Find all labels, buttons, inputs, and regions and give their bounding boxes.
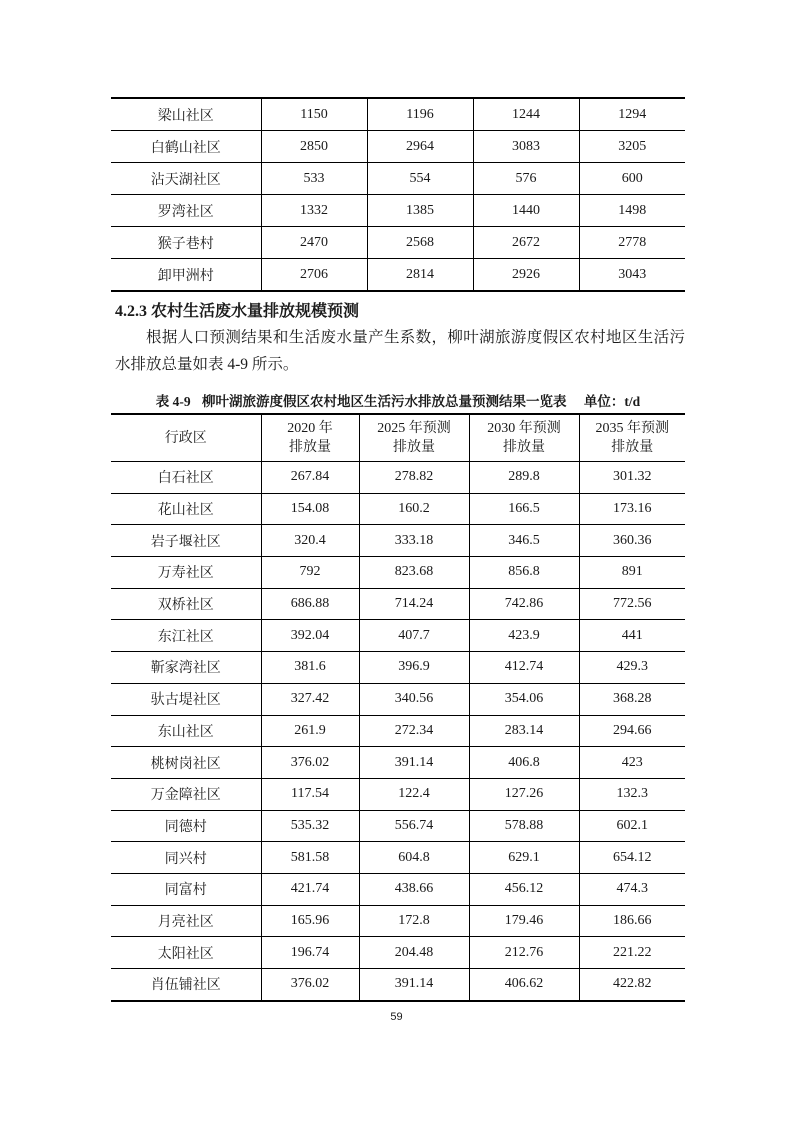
table-row <box>111 462 685 494</box>
value-cell: 474.3 <box>579 873 685 905</box>
section-heading <box>115 298 359 321</box>
value-cell: 278.82 <box>359 462 469 494</box>
value-cell: 294.66 <box>579 715 685 747</box>
value-cell: 186.66 <box>579 905 685 937</box>
district-cell: 岩子堰社区 <box>111 525 261 557</box>
value-cell: 654.12 <box>579 842 685 874</box>
value-cell: 360.36 <box>579 525 685 557</box>
value-cell: 856.8 <box>469 557 579 589</box>
district-cell: 东江社区 <box>111 620 261 652</box>
table-row <box>111 163 685 195</box>
value-cell: 1294 <box>579 98 685 131</box>
column-header <box>359 414 469 462</box>
value-cell: 122.4 <box>359 778 469 810</box>
table-row <box>111 259 685 292</box>
value-cell: 535.32 <box>261 810 359 842</box>
value-cell: 132.3 <box>579 778 685 810</box>
value-cell: 376.02 <box>261 747 359 779</box>
value-cell: 456.12 <box>469 873 579 905</box>
section-number: 4.2.3 <box>115 303 147 320</box>
value-cell: 772.56 <box>579 588 685 620</box>
page-number: 59 <box>390 1011 403 1023</box>
value-cell: 2568 <box>367 227 473 259</box>
wastewater-table-body <box>111 462 685 1001</box>
value-cell: 2706 <box>261 259 367 292</box>
table-row <box>111 227 685 259</box>
value-cell: 792 <box>261 557 359 589</box>
value-cell: 2470 <box>261 227 367 259</box>
value-cell: 578.88 <box>469 810 579 842</box>
column-header-line: 行政区 <box>164 430 207 446</box>
value-cell: 602.1 <box>579 810 685 842</box>
value-cell: 412.74 <box>469 652 579 684</box>
table-row <box>111 842 685 874</box>
value-cell: 533 <box>261 163 367 195</box>
table-row <box>111 905 685 937</box>
column-header-line: 排放量 <box>503 440 545 455</box>
table-row <box>111 683 685 715</box>
value-cell: 2850 <box>261 131 367 163</box>
table-header-row <box>111 414 685 462</box>
value-cell: 421.74 <box>261 873 359 905</box>
population-table-continued <box>111 97 685 292</box>
table-row <box>111 969 685 1001</box>
table-row <box>111 778 685 810</box>
population-table-body <box>111 98 685 291</box>
district-cell: 万寿社区 <box>111 557 261 589</box>
value-cell: 2672 <box>473 227 579 259</box>
district-cell: 太阳社区 <box>111 937 261 969</box>
table-row <box>111 557 685 589</box>
district-cell: 白石社区 <box>111 462 261 494</box>
value-cell: 392.04 <box>261 620 359 652</box>
value-cell: 212.76 <box>469 937 579 969</box>
value-cell: 406.8 <box>469 747 579 779</box>
value-cell: 714.24 <box>359 588 469 620</box>
table-row <box>111 131 685 163</box>
table-caption-title: 柳叶湖旅游度假区农村地区生活污水排放总量预测结果一览表 <box>202 394 567 409</box>
value-cell: 3205 <box>579 131 685 163</box>
value-cell: 368.28 <box>579 683 685 715</box>
district-cell: 月亮社区 <box>111 905 261 937</box>
district-cell: 同富村 <box>111 873 261 905</box>
value-cell: 261.9 <box>261 715 359 747</box>
value-cell: 438.66 <box>359 873 469 905</box>
column-header-line: 2030 年预测 <box>487 421 561 436</box>
column-header <box>261 414 359 462</box>
wastewater-forecast-table <box>111 413 685 1002</box>
section-title: 农村生活废水量排放规模预测 <box>151 303 360 320</box>
value-cell: 2964 <box>367 131 473 163</box>
district-cell: 花山社区 <box>111 493 261 525</box>
value-cell: 629.1 <box>469 842 579 874</box>
value-cell: 117.54 <box>261 778 359 810</box>
value-cell: 891 <box>579 557 685 589</box>
value-cell: 173.16 <box>579 493 685 525</box>
value-cell: 179.46 <box>469 905 579 937</box>
value-cell: 556.74 <box>359 810 469 842</box>
district-cell: 驮古堤社区 <box>111 683 261 715</box>
table-caption-label: 表 4-9 <box>155 394 191 409</box>
body-paragraph: 根据人口预测结果和生活废水量产生系数，柳叶湖旅游度假区农村地区生活污水排放总量如表 4-9 所示。 <box>115 329 685 373</box>
value-cell: 172.8 <box>359 905 469 937</box>
table-row <box>111 195 685 227</box>
value-cell: 221.22 <box>579 937 685 969</box>
district-cell: 桃树岗社区 <box>111 747 261 779</box>
value-cell: 1332 <box>261 195 367 227</box>
value-cell: 340.56 <box>359 683 469 715</box>
value-cell: 576 <box>473 163 579 195</box>
value-cell: 407.7 <box>359 620 469 652</box>
column-header <box>469 414 579 462</box>
value-cell: 554 <box>367 163 473 195</box>
value-cell: 423 <box>579 747 685 779</box>
value-cell: 3043 <box>579 259 685 292</box>
value-cell: 604.8 <box>359 842 469 874</box>
district-cell: 梁山社区 <box>157 108 214 124</box>
district-cell: 卸甲洲村 <box>111 259 261 292</box>
value-cell: 154.08 <box>261 493 359 525</box>
value-cell: 391.14 <box>359 747 469 779</box>
value-cell: 423.9 <box>469 620 579 652</box>
district-cell: 靳家湾社区 <box>111 652 261 684</box>
value-cell: 1244 <box>473 98 579 131</box>
value-cell: 333.18 <box>359 525 469 557</box>
value-cell: 376.02 <box>261 969 359 1001</box>
table-row <box>111 620 685 652</box>
value-cell: 823.68 <box>359 557 469 589</box>
table-row <box>111 810 685 842</box>
value-cell: 3083 <box>473 131 579 163</box>
value-cell: 2814 <box>367 259 473 292</box>
value-cell: 320.4 <box>261 525 359 557</box>
value-cell: 1196 <box>367 98 473 131</box>
value-cell: 166.5 <box>469 493 579 525</box>
value-cell: 2926 <box>473 259 579 292</box>
value-cell: 396.9 <box>359 652 469 684</box>
value-cell: 441 <box>579 620 685 652</box>
value-cell: 327.42 <box>261 683 359 715</box>
value-cell: 165.96 <box>261 905 359 937</box>
value-cell: 354.06 <box>469 683 579 715</box>
value-cell: 1150 <box>261 98 367 131</box>
value-cell: 283.14 <box>469 715 579 747</box>
district-cell: 同兴村 <box>111 842 261 874</box>
value-cell: 742.86 <box>469 588 579 620</box>
value-cell: 1498 <box>579 195 685 227</box>
value-cell: 422.82 <box>579 969 685 1001</box>
district-cell: 万金障社区 <box>111 778 261 810</box>
district-cell: 肖伍铺社区 <box>111 969 261 1001</box>
value-cell: 1385 <box>367 195 473 227</box>
value-cell: 196.74 <box>261 937 359 969</box>
value-cell: 406.62 <box>469 969 579 1001</box>
table-row <box>111 715 685 747</box>
column-header-line: 排放量 <box>611 440 654 455</box>
table-row <box>111 937 685 969</box>
district-cell: 东山社区 <box>111 715 261 747</box>
table-caption-unit: 单位：t/d <box>583 394 641 409</box>
table-caption <box>111 390 685 410</box>
district-cell: 同德村 <box>111 810 261 842</box>
value-cell: 346.5 <box>469 525 579 557</box>
district-cell: 罗湾社区 <box>111 195 261 227</box>
value-cell: 272.34 <box>359 715 469 747</box>
column-header-line: 排放量 <box>393 440 435 455</box>
column-header <box>579 414 685 462</box>
column-header-line: 2035 年预测 <box>595 421 669 436</box>
table-row <box>111 493 685 525</box>
column-header <box>111 414 261 462</box>
value-cell: 204.48 <box>359 937 469 969</box>
district-cell: 沾天湖社区 <box>111 163 261 195</box>
value-cell: 391.14 <box>359 969 469 1001</box>
column-header-line: 2020 年 <box>287 421 333 436</box>
district-cell: 白鹤山社区 <box>111 131 261 163</box>
value-cell: 1440 <box>473 195 579 227</box>
table-row <box>111 588 685 620</box>
value-cell: 289.8 <box>469 462 579 494</box>
value-cell: 160.2 <box>359 493 469 525</box>
value-cell: 127.26 <box>469 778 579 810</box>
value-cell: 581.58 <box>261 842 359 874</box>
column-header-line: 2025 年预测 <box>377 421 451 436</box>
district-cell: 猴子巷村 <box>111 227 261 259</box>
district-cell: 双桥社区 <box>111 588 261 620</box>
table-row <box>111 98 685 131</box>
value-cell: 600 <box>579 163 685 195</box>
value-cell: 267.84 <box>261 462 359 494</box>
table-row <box>111 747 685 779</box>
table-row <box>111 525 685 557</box>
table-row <box>111 652 685 684</box>
column-header-line: 排放量 <box>289 440 331 455</box>
value-cell: 381.6 <box>261 652 359 684</box>
table-row <box>111 873 685 905</box>
value-cell: 301.32 <box>579 462 685 494</box>
value-cell: 429.3 <box>579 652 685 684</box>
value-cell: 2778 <box>579 227 685 259</box>
value-cell: 686.88 <box>261 588 359 620</box>
